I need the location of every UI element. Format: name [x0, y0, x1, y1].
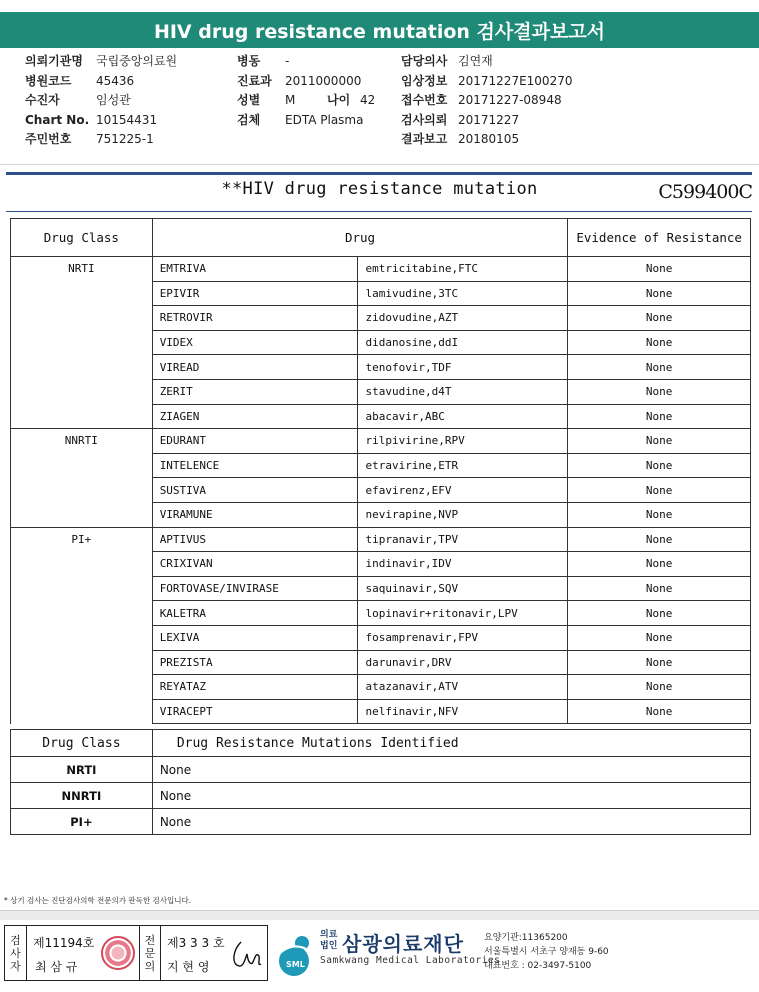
evidence-cell: None — [568, 675, 751, 700]
brand-name-cell: LEXIVA — [152, 625, 358, 650]
info-row-report-date — [401, 130, 572, 150]
info-row-specimen — [237, 111, 375, 131]
page-title: HIV drug resistance mutation 검사결과보고서 — [153, 20, 606, 43]
specialist-name: 지 현 영 — [167, 960, 210, 974]
drug-class-cell — [11, 478, 153, 503]
evidence-cell: None — [568, 650, 751, 675]
generic-name-cell: abacavir,ABC — [358, 404, 568, 429]
sml-logo-icon — [272, 933, 316, 977]
table-row — [11, 502, 751, 527]
generic-name-cell: nelfinavir,NFV — [358, 699, 568, 724]
generic-name-cell: tipranavir,TPV — [358, 527, 568, 552]
info-column-1 — [25, 52, 177, 150]
age-label: 나이 — [327, 93, 351, 107]
examiner-license-no: 제11194호 — [33, 936, 95, 950]
signature-mark — [227, 936, 263, 972]
mutations-table-body — [11, 757, 751, 835]
info-column-2 — [237, 52, 375, 130]
info-value: 임성관 — [96, 93, 131, 107]
report-title-bar — [0, 12, 759, 48]
mutation-value-cell: None — [152, 809, 750, 835]
generic-name-cell: darunavir,DRV — [358, 650, 568, 675]
table-row — [11, 757, 751, 783]
drug-class-cell — [11, 552, 153, 577]
generic-name-cell: atazanavir,ATV — [358, 675, 568, 700]
table-header-row — [11, 219, 751, 257]
patient-info-section — [0, 52, 759, 162]
brand-name-cell: VIRAMUNE — [152, 502, 358, 527]
info-value: - — [285, 54, 290, 68]
info-row-clinical-info — [401, 72, 572, 92]
table-row — [11, 527, 751, 552]
table-header-row — [11, 730, 751, 757]
info-value: 751225-1 — [96, 132, 154, 146]
info-row-chart-no — [25, 111, 177, 131]
table-row — [11, 625, 751, 650]
info-label: 수진자 — [25, 93, 60, 107]
evidence-cell: None — [568, 453, 751, 478]
company-english-name: Samkwang Medical Laboratories — [320, 955, 501, 966]
generic-name-cell: zidovudine,AZT — [358, 306, 568, 331]
column-header-drug: Drug — [152, 219, 568, 257]
info-row-receipt-no — [401, 91, 572, 111]
report-bottom-rule — [6, 211, 752, 212]
brand-name-cell: VIRACEPT — [152, 699, 358, 724]
company-contact — [484, 931, 609, 973]
company-name: 삼광의료재단 — [342, 932, 464, 956]
info-row-ward — [237, 52, 375, 72]
vertical-char: 문 — [144, 946, 156, 960]
drug-class-cell — [11, 576, 153, 601]
corp-type-line: 법인 — [320, 941, 338, 951]
table-row — [11, 379, 751, 404]
info-value: EDTA Plasma — [285, 112, 364, 127]
evidence-cell: None — [568, 429, 751, 454]
info-value: 10154431 — [96, 112, 158, 127]
specialist-license-no: 제3 3 3 호 — [167, 936, 225, 950]
drug-class-cell: NNRTI — [11, 783, 153, 809]
drug-class-cell — [11, 625, 153, 650]
company-info-line: 요양기관:11365200 — [484, 933, 568, 943]
vertical-char: 자 — [10, 959, 21, 973]
table-row — [11, 783, 751, 809]
info-value: M — [285, 93, 296, 107]
info-label: 병원코드 — [25, 73, 72, 88]
table-row — [11, 355, 751, 380]
table-row — [11, 601, 751, 626]
table-row — [11, 404, 751, 429]
info-label: 접수번호 — [401, 93, 448, 107]
vertical-char: 의 — [144, 959, 156, 973]
evidence-cell: None — [568, 355, 751, 380]
brand-name-cell: INTELENCE — [152, 453, 358, 478]
drug-class-cell: PI+ — [11, 809, 153, 835]
generic-name-cell: nevirapine,NVP — [358, 502, 568, 527]
drug-class-cell: NRTI — [11, 257, 153, 282]
generic-name-cell: lamivudine,3TC — [358, 281, 568, 306]
mutation-value-cell: None — [152, 757, 750, 783]
drug-class-cell — [11, 306, 153, 331]
table-row — [11, 552, 751, 577]
table-row — [11, 429, 751, 454]
brand-name-cell: RETROVIR — [152, 306, 358, 331]
mutations-table — [10, 729, 751, 835]
vertical-char: 사 — [10, 946, 21, 960]
drug-class-cell: NNRTI — [11, 429, 153, 454]
generic-name-cell: efavirenz,EFV — [358, 478, 568, 503]
table-row — [11, 809, 751, 835]
info-row-sex-age — [237, 91, 375, 111]
column-header-mutations: Drug Resistance Mutations Identified — [152, 730, 750, 757]
specialist-label — [139, 926, 161, 980]
column-header-drug-class: Drug Class — [11, 730, 153, 757]
evidence-cell: None — [568, 281, 751, 306]
info-value: 45436 — [96, 73, 135, 88]
info-row-department — [237, 72, 375, 92]
info-label: 검체 — [237, 112, 261, 127]
drug-class-cell — [11, 699, 153, 724]
table-row — [11, 330, 751, 355]
brand-name-cell: PREZISTA — [152, 650, 358, 675]
drug-class-cell: NRTI — [11, 757, 153, 783]
brand-name-cell: SUSTIVA — [152, 478, 358, 503]
drug-class-cell — [11, 675, 153, 700]
drug-class-cell — [11, 355, 153, 380]
header-divider — [0, 164, 759, 165]
generic-name-cell: rilpivirine,RPV — [358, 429, 568, 454]
vertical-char: 전 — [144, 933, 156, 947]
info-row-patient — [25, 91, 177, 111]
seal-stamp — [101, 936, 135, 970]
drug-class-cell — [11, 379, 153, 404]
report-heading: **HIV drug resistance mutation — [221, 179, 538, 199]
evidence-cell: None — [568, 257, 751, 282]
table-row — [11, 257, 751, 282]
brand-name-cell: KALETRA — [152, 601, 358, 626]
brand-name-cell: ZERIT — [152, 379, 358, 404]
info-value: 20171227E100270 — [458, 73, 573, 88]
brand-name-cell: EPIVIR — [152, 281, 358, 306]
info-label: 담당의사 — [401, 54, 448, 68]
info-column-3 — [401, 52, 572, 150]
corp-type-line: 의료 — [320, 930, 338, 940]
table-row — [11, 576, 751, 601]
generic-name-cell: stavudine,d4T — [358, 379, 568, 404]
table-row — [11, 453, 751, 478]
table-row — [11, 699, 751, 724]
evidence-cell: None — [568, 601, 751, 626]
generic-name-cell: etravirine,ETR — [358, 453, 568, 478]
vertical-char: 검 — [10, 933, 21, 947]
info-value: 20171227 — [458, 112, 520, 127]
table-row — [11, 650, 751, 675]
report-top-rule — [6, 172, 752, 175]
info-value: 20180105 — [458, 132, 520, 146]
brand-name-cell: APTIVUS — [152, 527, 358, 552]
drug-class-cell — [11, 330, 153, 355]
footer-divider — [0, 910, 759, 920]
examiner-label — [5, 926, 27, 980]
logo-text: SML — [286, 960, 305, 969]
drug-class-cell — [11, 404, 153, 429]
info-label: 임상정보 — [401, 73, 448, 88]
brand-name-cell: EMTRIVA — [152, 257, 358, 282]
brand-name-cell: ZIAGEN — [152, 404, 358, 429]
info-label: 진료과 — [237, 73, 272, 88]
age-value: 42 — [360, 93, 376, 107]
evidence-cell: None — [568, 478, 751, 503]
generic-name-cell: lopinavir+ritonavir,LPV — [358, 601, 568, 626]
info-row-hospital-code — [25, 72, 177, 92]
examiner-name: 최 삼 규 — [35, 960, 78, 974]
brand-name-cell: FORTOVASE/INVIRASE — [152, 576, 358, 601]
evidence-cell: None — [568, 552, 751, 577]
table-row — [11, 306, 751, 331]
generic-name-cell: tenofovir,TDF — [358, 355, 568, 380]
info-value: 20171227-08948 — [458, 93, 562, 107]
evidence-cell: None — [568, 699, 751, 724]
company-info-line: 서울특별시 서초구 양재동 9-60 — [484, 947, 609, 957]
info-label: Chart No. — [25, 112, 90, 127]
brand-name-cell: CRIXIVAN — [152, 552, 358, 577]
info-label: 결과보고 — [401, 132, 448, 146]
evidence-cell: None — [568, 576, 751, 601]
drug-class-cell — [11, 601, 153, 626]
info-row-institution — [25, 52, 177, 72]
info-row-doctor — [401, 52, 572, 72]
generic-name-cell: emtricitabine,FTC — [358, 257, 568, 282]
brand-name-cell: VIDEX — [152, 330, 358, 355]
company-info-line: 대표번호 : 02-3497-5100 — [484, 961, 592, 971]
brand-name-cell: REYATAZ — [152, 675, 358, 700]
info-value: 2011000000 — [285, 73, 362, 88]
evidence-cell: None — [568, 330, 751, 355]
info-label: 병동 — [237, 54, 261, 68]
info-label: 주민번호 — [25, 132, 72, 146]
signature-box — [4, 925, 268, 981]
drug-table-body — [11, 257, 751, 724]
info-row-resident-no — [25, 130, 177, 150]
evidence-cell: None — [568, 625, 751, 650]
drug-class-cell — [11, 650, 153, 675]
evidence-cell: None — [568, 527, 751, 552]
evidence-cell: None — [568, 502, 751, 527]
info-value: 국립중앙의료원 — [96, 54, 178, 68]
drug-class-cell — [11, 453, 153, 478]
brand-name-cell: EDURANT — [152, 429, 358, 454]
mutation-value-cell: None — [152, 783, 750, 809]
generic-name-cell: saquinavir,SQV — [358, 576, 568, 601]
brand-name-cell: VIREAD — [152, 355, 358, 380]
generic-name-cell: indinavir,IDV — [358, 552, 568, 577]
evidence-cell: None — [568, 306, 751, 331]
drug-resistance-table — [10, 218, 751, 724]
drug-class-cell — [11, 502, 153, 527]
report-code: C599400C — [658, 181, 752, 203]
drug-class-cell — [11, 281, 153, 306]
column-header-drug-class: Drug Class — [11, 219, 153, 257]
drug-class-cell: PI+ — [11, 527, 153, 552]
table-row — [11, 675, 751, 700]
info-row-request-date — [401, 111, 572, 131]
info-value: 김연재 — [458, 54, 493, 68]
info-label: 성별 — [237, 93, 261, 107]
column-header-evidence: Evidence of Resistance — [568, 219, 751, 257]
info-label: 검사의뢰 — [401, 112, 448, 127]
evidence-cell: None — [568, 379, 751, 404]
generic-name-cell: fosamprenavir,FPV — [358, 625, 568, 650]
info-label: 의뢰기관명 — [25, 54, 83, 68]
table-row — [11, 478, 751, 503]
table-row — [11, 281, 751, 306]
company-footer — [272, 925, 759, 983]
footnote: * 상기 검사는 진단검사의학 전문의가 판독한 검사입니다. — [4, 896, 192, 905]
evidence-cell: None — [568, 404, 751, 429]
corp-type-label — [320, 930, 337, 952]
generic-name-cell: didanosine,ddI — [358, 330, 568, 355]
